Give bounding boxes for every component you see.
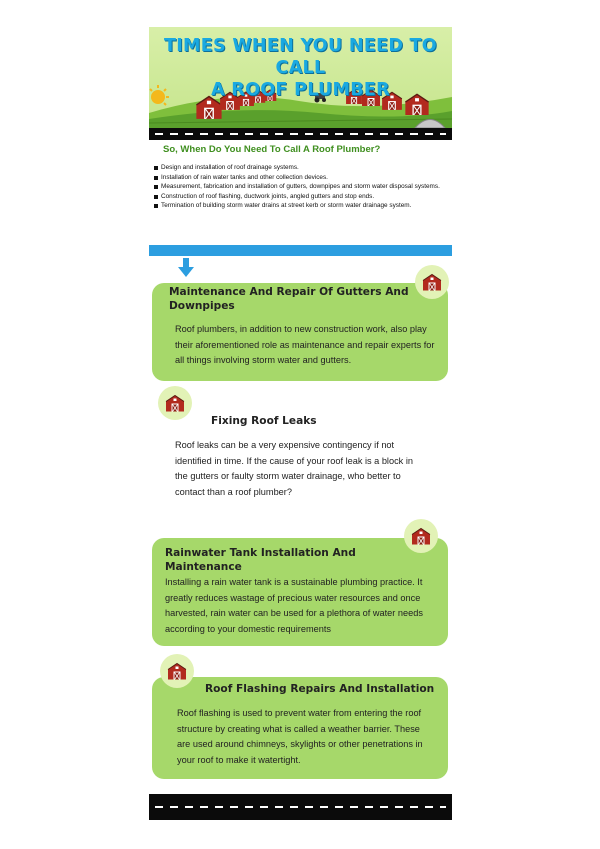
road-divider-top bbox=[149, 128, 452, 140]
list-item: Termination of building storm water drains at street kerb or storm water drainage system. bbox=[153, 201, 451, 211]
blue-band bbox=[149, 245, 452, 256]
list-item: Installation of rain water tanks and other collection devices. bbox=[153, 173, 451, 183]
title-line-1: TIMES WHEN YOU NEED TO CALL bbox=[164, 36, 437, 78]
section-title: Maintenance And Repair Of Gutters And Downpipes bbox=[169, 286, 409, 312]
list-item: Construction of roof flashing, ductwork joints, angled gutters and stop ends. bbox=[153, 192, 451, 202]
list-item: Measurement, fabrication and installation of gutters, downpipes and storm water disposal systems. bbox=[153, 182, 451, 192]
barn-icon-badge bbox=[415, 265, 449, 299]
barn-icon-badge bbox=[158, 386, 192, 420]
barn-icon bbox=[422, 273, 442, 291]
header-banner bbox=[149, 27, 452, 138]
section-body: Installing a rain water tank is a sustainable plumbing practice. It greatly reduces wastage of precious water resources and once harvested, rain water can be used for a plethora of water needs according to your domestic requirements bbox=[165, 577, 423, 634]
arrow-down-icon bbox=[178, 258, 194, 278]
section-title: Fixing Roof Leaks bbox=[211, 415, 317, 427]
section-body: Roof flashing is used to prevent water from entering the roof structure by creating what is called a weather barrier. These are used around chimneys, skylights or other penetrations in your roof to make it watertight. bbox=[177, 708, 423, 765]
page-title bbox=[149, 35, 452, 101]
road-divider-bottom bbox=[149, 794, 452, 820]
intro-list bbox=[153, 163, 451, 211]
section-title: Rainwater Tank Installation And Maintenance bbox=[165, 547, 356, 573]
barn-icon bbox=[167, 662, 187, 680]
section-body: Roof plumbers, in addition to new construction work, also play their aforementioned role as maintenance and repair experts for all things involving storm water and gutters. bbox=[175, 324, 435, 365]
barn-icon bbox=[411, 527, 431, 545]
list-item: Design and installation of roof drainage systems. bbox=[153, 163, 451, 173]
barn-icon-badge bbox=[404, 519, 438, 553]
infographic bbox=[149, 27, 452, 823]
section-body: Roof leaks can be a very expensive contingency if not identified in time. If the cause of your roof leak is a block in the gutters or faulty storm water drainage, who better to contact than a roof plumber? bbox=[175, 440, 413, 497]
barn-icon bbox=[165, 394, 185, 412]
section-title: Roof Flashing Repairs And Installation bbox=[205, 683, 435, 695]
intro-question: So, When Do You Need To Call A Roof Plumber? bbox=[163, 144, 381, 155]
title-line-2: A ROOF PLUMBER bbox=[211, 80, 390, 100]
barn-icon-badge bbox=[160, 654, 194, 688]
